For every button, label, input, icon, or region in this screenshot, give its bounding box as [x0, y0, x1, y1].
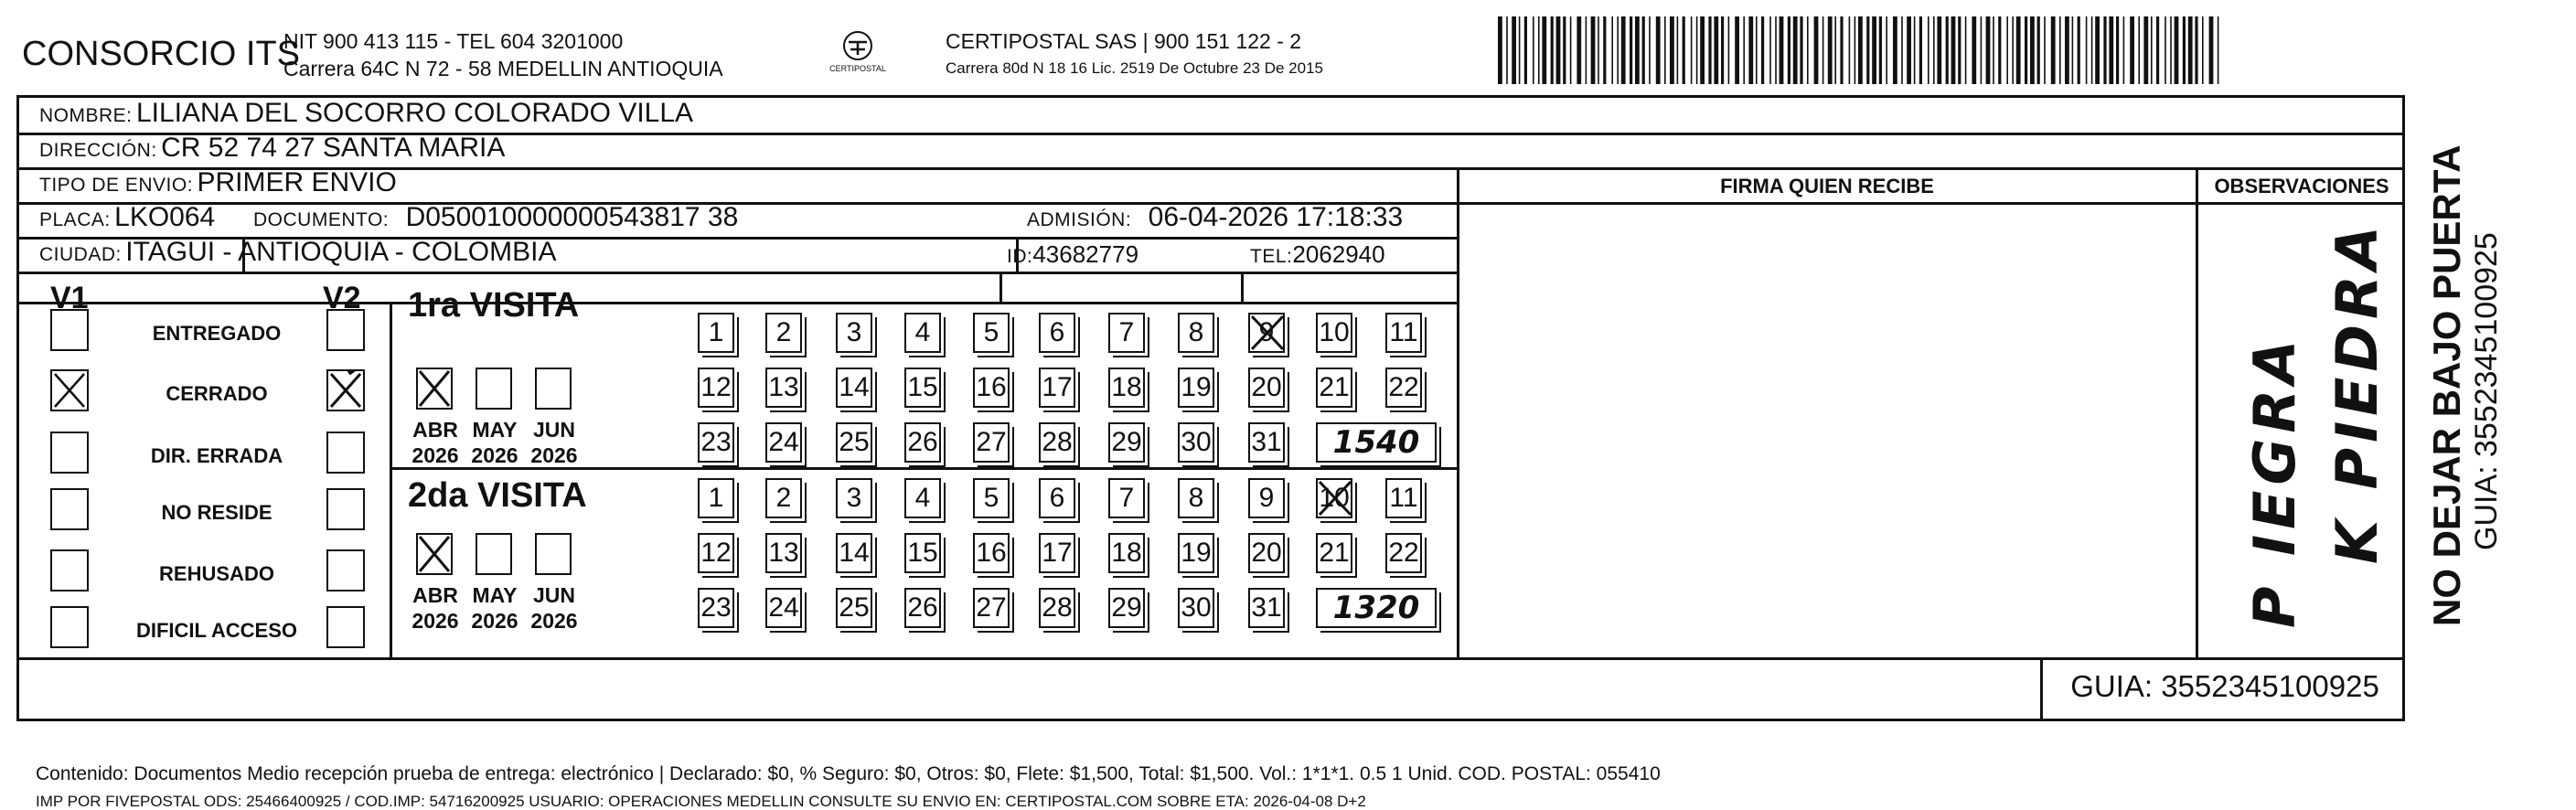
- day-box[interactable]: 12: [698, 533, 734, 573]
- day-box[interactable]: 24: [765, 588, 802, 628]
- month-checkbox-jun[interactable]: [535, 368, 572, 410]
- carrier-info: [946, 27, 1323, 82]
- day-box[interactable]: 1: [698, 478, 734, 518]
- visit-time-box[interactable]: 1540: [1316, 422, 1437, 463]
- v2-checkbox[interactable]: [326, 309, 365, 351]
- day-box[interactable]: 19: [1178, 368, 1214, 408]
- day-box[interactable]: 21: [1316, 368, 1352, 408]
- month-name: JUN: [532, 583, 575, 607]
- divider: [19, 302, 1457, 304]
- status-label: ENTREGADO: [152, 322, 282, 345]
- v2-checkbox[interactable]: [326, 488, 365, 530]
- status-label: DIFICIL ACCESO: [135, 619, 297, 642]
- day-box[interactable]: 20: [1248, 533, 1285, 573]
- placa-value: LKO064: [114, 202, 216, 232]
- day-box[interactable]: 11: [1385, 313, 1422, 353]
- documento-row: DOCUMENTO: D050010000000543817 38: [253, 202, 739, 232]
- month-year: 2026: [530, 609, 578, 633]
- month-checkbox-jun[interactable]: [535, 533, 572, 575]
- month-checkbox-abr[interactable]: [416, 533, 453, 575]
- day-box[interactable]: 16: [973, 368, 1010, 408]
- v2-checkbox[interactable]: [326, 369, 365, 411]
- divider: [2040, 657, 2043, 721]
- placa-row: PLACA: LKO064: [39, 202, 216, 232]
- month-label: [403, 582, 467, 634]
- day-box[interactable]: 14: [836, 533, 872, 573]
- admision-value: 06-04-2026 17:18:33: [1148, 202, 1404, 232]
- month-name: MAY: [472, 418, 518, 442]
- nombre-value: LILIANA DEL SOCORRO COLORADO VILLA: [135, 98, 694, 128]
- month-checkbox-may[interactable]: [476, 533, 512, 575]
- day-box[interactable]: 28: [1039, 422, 1075, 463]
- direccion-row: DIRECCIÓN: CR 52 74 27 SANTA MARIA: [39, 133, 506, 163]
- visit2-title: 2da VISITA: [408, 476, 587, 515]
- month-name: ABR: [412, 418, 458, 442]
- visit-time-box[interactable]: 1320: [1316, 588, 1437, 628]
- ciudad-value: ITAGUI - ANTIOQUIA - COLOMBIA: [125, 237, 557, 267]
- day-box[interactable]: 11: [1385, 478, 1422, 518]
- divider: [999, 272, 1002, 302]
- id-row: ID:43682779: [1007, 240, 1139, 268]
- day-box[interactable]: 9: [1248, 478, 1285, 518]
- day-box[interactable]: 8: [1178, 478, 1214, 518]
- day-box[interactable]: 24: [765, 422, 802, 463]
- day-box[interactable]: 10: [1316, 478, 1352, 518]
- day-box[interactable]: 6: [1039, 478, 1075, 518]
- day-box[interactable]: 26: [904, 422, 941, 463]
- day-box[interactable]: 4: [904, 313, 941, 353]
- v1-header: V1: [50, 281, 89, 315]
- nit-line: NIT 900 413 115 - TEL 604 3201000: [283, 29, 624, 53]
- day-box[interactable]: 5: [973, 313, 1010, 353]
- observaciones-header: OBSERVACIONES: [2214, 175, 2389, 197]
- month-name: JUN: [532, 418, 575, 442]
- nombre-row: NOMBRE: LILIANA DEL SOCORRO COLORADO VILLA: [39, 98, 694, 128]
- day-box[interactable]: 5: [973, 478, 1010, 518]
- firma-header: FIRMA QUIEN RECIBE: [1720, 175, 1934, 197]
- month-year: 2026: [471, 443, 518, 467]
- day-box[interactable]: 30: [1178, 422, 1214, 463]
- day-box[interactable]: 8: [1178, 313, 1214, 353]
- day-box[interactable]: 4: [904, 478, 941, 518]
- day-box[interactable]: 27: [973, 588, 1010, 628]
- day-box[interactable]: 3: [836, 478, 872, 518]
- day-box[interactable]: 21: [1316, 533, 1352, 573]
- day-box[interactable]: 31: [1248, 422, 1285, 463]
- carrier-address: Carrera 80d N 18 16 Lic. 2519 De Octubre 23 De 2015: [946, 59, 1323, 77]
- tipo-row: TIPO DE ENVIO: PRIMER ENVIO: [39, 167, 397, 197]
- day-box[interactable]: 12: [698, 368, 734, 408]
- tipo-value: PRIMER ENVIO: [197, 167, 397, 197]
- day-box[interactable]: 15: [904, 368, 941, 408]
- v1-checkbox[interactable]: [50, 309, 89, 351]
- day-box[interactable]: 18: [1108, 368, 1145, 408]
- day-box[interactable]: 29: [1108, 588, 1145, 628]
- month-year: 2026: [530, 443, 578, 467]
- month-label: [522, 582, 586, 634]
- divider: [1241, 272, 1244, 302]
- month-name: MAY: [472, 583, 518, 607]
- v2-header: V2: [323, 281, 361, 315]
- day-box[interactable]: 25: [836, 422, 872, 463]
- id-value: 43682779: [1032, 240, 1139, 268]
- day-box[interactable]: 10: [1316, 313, 1352, 353]
- month-checkbox-may[interactable]: [476, 368, 512, 410]
- day-box[interactable]: 13: [765, 533, 802, 573]
- day-box[interactable]: 29: [1108, 422, 1145, 463]
- day-box[interactable]: 15: [904, 533, 941, 573]
- carrier-line: CERTIPOSTAL SAS | 900 151 122 - 2: [946, 29, 1302, 53]
- certipostal-logo: [814, 29, 902, 80]
- month-year: 2026: [412, 443, 459, 467]
- guia-number: GUIA: 3552345100925: [2070, 669, 2379, 703]
- day-box[interactable]: 19: [1178, 533, 1214, 573]
- month-label: [522, 417, 586, 468]
- divider: [2196, 167, 2198, 657]
- month-label: [463, 417, 527, 468]
- day-box[interactable]: 25: [836, 588, 872, 628]
- day-box[interactable]: 1: [698, 313, 734, 353]
- day-box[interactable]: 31: [1248, 588, 1285, 628]
- v1-checkbox[interactable]: [50, 488, 89, 530]
- month-year: 2026: [471, 609, 518, 633]
- visit1-title: 1ra VISITA: [408, 286, 580, 325]
- month-year: 2026: [412, 609, 459, 633]
- barcode: [1498, 16, 2226, 84]
- divider: [1457, 167, 1459, 657]
- day-box[interactable]: 30: [1178, 588, 1214, 628]
- day-box[interactable]: 28: [1039, 588, 1075, 628]
- day-box[interactable]: 7: [1108, 478, 1145, 518]
- contenido-line: Contenido: Documentos Medio recepción prueba de entrega: electrónico | Declarado: $0, % Seguro: $0, Otros: $0, Flete: $1,500, Total: $1,500. Vol.: 1*1*1. 0.5 1 Unid. COD. POSTAL: 055410: [36, 763, 1661, 784]
- day-box[interactable]: 27: [973, 422, 1010, 463]
- day-box[interactable]: 2: [765, 478, 802, 518]
- status-label: NO RESIDE: [161, 501, 273, 524]
- tel-value: 2062940: [1292, 240, 1385, 268]
- imp-line: IMP POR FIVEPOSTAL ODS: 25466400925 / COD.IMP: 54716200925 USUARIO: OPERACIONES MEDELLIN CONSULTE SU ENVIO EN: CERTIPOSTAL.COM SOBRE ETA: 2026-04-08 D+2: [36, 793, 1366, 810]
- v1-checkbox[interactable]: [50, 549, 89, 592]
- day-box[interactable]: 22: [1385, 368, 1422, 408]
- month-checkbox-abr[interactable]: [416, 368, 453, 410]
- day-box[interactable]: 17: [1039, 533, 1075, 573]
- month-name: ABR: [412, 583, 458, 607]
- month-label: [403, 417, 467, 468]
- documento-value: D050010000000543817 38: [405, 202, 739, 232]
- day-box[interactable]: 23: [698, 422, 734, 463]
- side-warning: NO DEJAR BAJO PUERTA: [2425, 144, 2468, 626]
- observacion-handwriting-2: K PIEDRA: [2324, 220, 2390, 564]
- month-label: [463, 582, 527, 634]
- status-label: CERRADO: [166, 382, 268, 405]
- logo-text: CERTIPOSTAL: [829, 64, 886, 73]
- status-label: DIR. ERRADA: [150, 444, 283, 467]
- logo-icon: [838, 29, 878, 62]
- v2-checkbox[interactable]: [326, 549, 365, 592]
- day-box[interactable]: 20: [1248, 368, 1285, 408]
- status-label: REHUSADO: [159, 562, 274, 585]
- day-box[interactable]: 26: [904, 588, 941, 628]
- day-box[interactable]: 14: [836, 368, 872, 408]
- day-box[interactable]: 2: [765, 313, 802, 353]
- observacion-handwriting-1: P IEGRA: [2241, 334, 2308, 628]
- admision-row: ADMISIÓN: 06-04-2026 17:18:33: [1027, 202, 1404, 232]
- company-info: [283, 27, 723, 82]
- ciudad-row: CIUDAD: ITAGUI - ANTIOQUIA - COLOMBIA: [39, 237, 557, 267]
- company-name: CONSORCIO ITS: [22, 35, 301, 73]
- day-box[interactable]: 7: [1108, 313, 1145, 353]
- v1-checkbox[interactable]: [50, 369, 89, 411]
- day-box[interactable]: 3: [836, 313, 872, 353]
- day-box[interactable]: 17: [1039, 368, 1075, 408]
- v1-checkbox[interactable]: [50, 432, 89, 474]
- side-guia: GUIA: 3552345100925: [2469, 232, 2504, 550]
- day-box[interactable]: 18: [1108, 533, 1145, 573]
- address-line: Carrera 64C N 72 - 58 MEDELLIN ANTIOQUIA: [283, 57, 723, 80]
- v2-checkbox[interactable]: [326, 432, 365, 474]
- day-box[interactable]: 23: [698, 588, 734, 628]
- divider: [390, 302, 392, 657]
- day-box[interactable]: 16: [973, 533, 1010, 573]
- day-box[interactable]: 6: [1039, 313, 1075, 353]
- v1-checkbox[interactable]: [50, 606, 89, 648]
- tel-row: TEL:2062940: [1250, 240, 1385, 268]
- v2-checkbox[interactable]: [326, 606, 365, 648]
- day-box[interactable]: 9: [1248, 313, 1285, 353]
- day-box[interactable]: 13: [765, 368, 802, 408]
- direccion-value: CR 52 74 27 SANTA MARIA: [161, 133, 506, 163]
- day-box[interactable]: 22: [1385, 533, 1422, 573]
- delivery-form: [16, 95, 2405, 810]
